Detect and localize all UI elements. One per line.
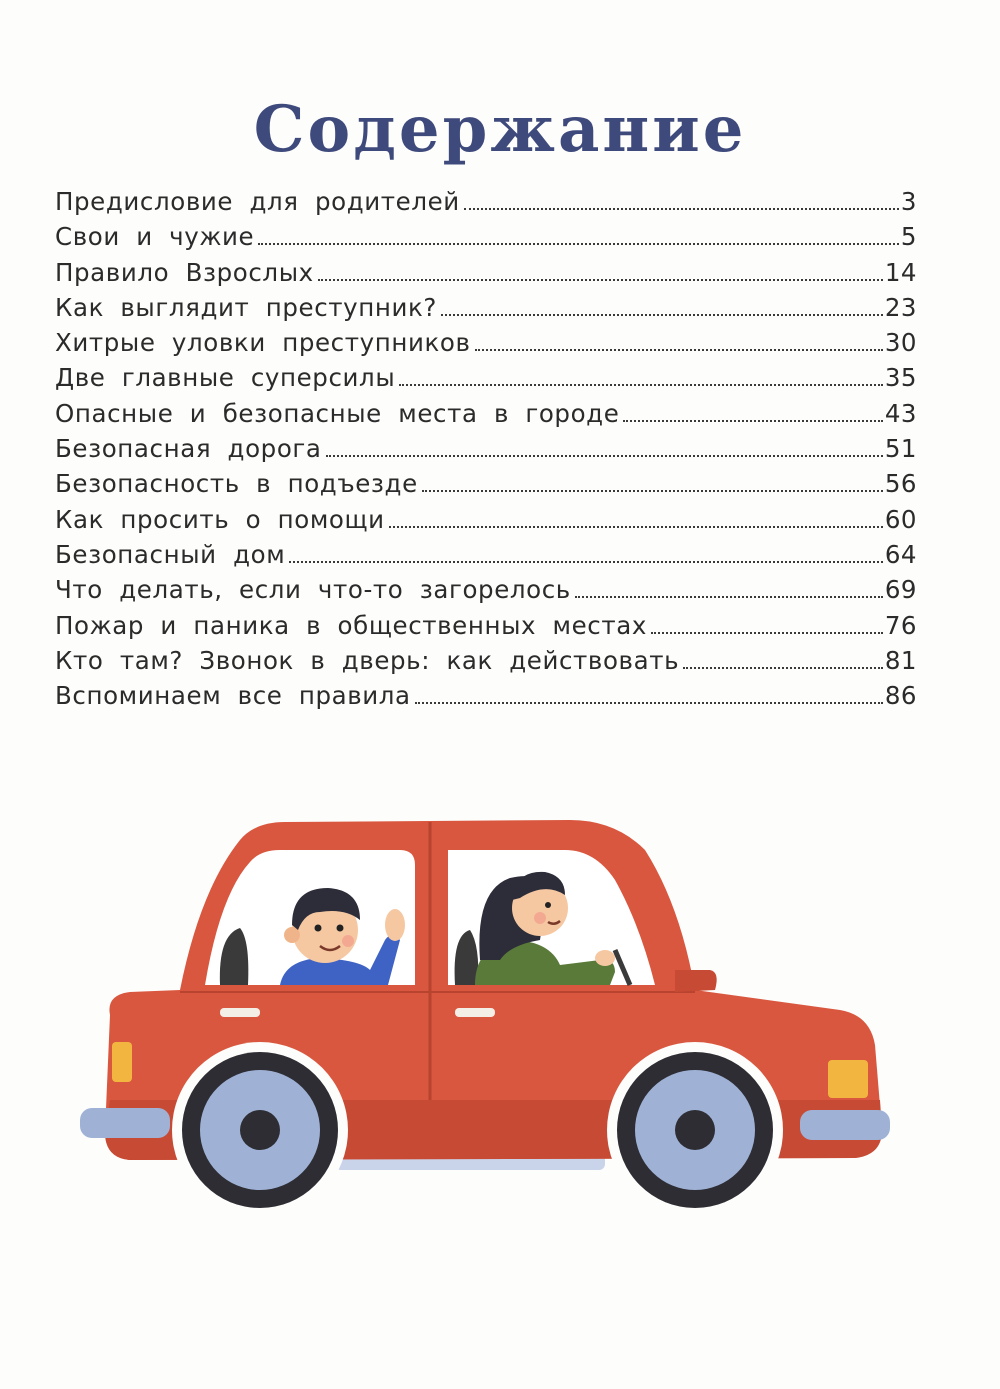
toc-entry[interactable] (55, 219, 917, 254)
rear-bumper (80, 1108, 170, 1138)
toc-entry[interactable] (55, 184, 917, 219)
toc-leader-dots (389, 526, 883, 528)
toc-leader-dots (258, 243, 899, 245)
toc-entry-label: Как просить о помощи (55, 504, 385, 534)
toc-entry-label: Две главные суперсилы (55, 363, 396, 393)
toc-entry-page: 35 (884, 363, 917, 393)
toc-entry-page: 5 (900, 222, 917, 252)
toc-leader-dots (289, 561, 883, 563)
toc-entry[interactable] (55, 431, 917, 466)
toc-leader-dots (399, 384, 883, 386)
toc-leader-dots (575, 596, 883, 598)
toc-leader-dots (415, 702, 883, 704)
toc-entry[interactable] (55, 608, 917, 643)
toc-entry-label: Вспоминаем все правила (55, 681, 411, 711)
toc-entry-page: 76 (884, 610, 917, 640)
toc-entry-label: Хитрые уловки преступников (55, 328, 471, 358)
toc-leader-dots (422, 490, 883, 492)
toc-entry-page: 43 (884, 398, 917, 428)
toc-entry[interactable] (55, 678, 917, 713)
toc-leader-dots (326, 455, 883, 457)
toc-entry[interactable] (55, 466, 917, 501)
toc-entry[interactable] (55, 325, 917, 360)
toc-entry-label: Как выглядит преступник? (55, 292, 438, 322)
toc-leader-dots (623, 420, 882, 422)
toc-entry-label: Безопасный дом (55, 539, 286, 569)
side-mirror (675, 970, 717, 992)
toc-leader-dots (683, 667, 883, 669)
toc-entry-page: 56 (884, 469, 917, 499)
toc-entry-page: 51 (884, 434, 917, 464)
toc-entry-page: 23 (884, 292, 917, 322)
toc-entry-page: 14 (884, 257, 917, 287)
headlight (828, 1060, 868, 1098)
toc-entry-label: Правило Взрослых (55, 257, 314, 287)
toc-entry-page: 64 (884, 539, 917, 569)
front-wheel (607, 1042, 783, 1218)
toc-entry-page: 86 (884, 681, 917, 711)
toc-entry-page: 81 (884, 645, 917, 675)
toc-entry[interactable] (55, 502, 917, 537)
table-of-contents (55, 184, 917, 713)
front-bumper (800, 1110, 890, 1140)
rear-wheel (172, 1042, 348, 1218)
toc-entry-label: Безопасная дорога (55, 434, 322, 464)
toc-entry-label: Что делать, если что-то загорелось (55, 575, 571, 605)
toc-entry-label: Безопасность в подъезде (55, 469, 418, 499)
toc-leader-dots (475, 349, 883, 351)
toc-entry-label: Предисловие для родителей (55, 187, 460, 216)
toc-entry-label: Свои и чужие (55, 222, 255, 252)
toc-entry[interactable] (55, 360, 917, 395)
rear-door-handle[interactable] (220, 1008, 260, 1017)
toc-entry-page: 3 (900, 187, 917, 216)
rear-light (112, 1042, 132, 1082)
toc-leader-dots (318, 279, 883, 281)
toc-entry[interactable] (55, 255, 917, 290)
toc-entry-label: Кто там? Звонок в дверь: как действовать (55, 645, 680, 675)
toc-entry[interactable] (55, 537, 917, 572)
front-door-handle[interactable] (455, 1008, 495, 1017)
toc-leader-dots (464, 208, 899, 210)
toc-entry[interactable] (55, 396, 917, 431)
toc-entry[interactable] (55, 643, 917, 678)
toc-entry-page: 30 (884, 328, 917, 358)
toc-entry-page: 60 (884, 504, 917, 534)
car-illustration (70, 800, 910, 1230)
page-title: Содержание (253, 92, 747, 167)
toc-entry-label: Опасные и безопасные места в городе (55, 398, 620, 428)
toc-entry[interactable] (55, 572, 917, 607)
toc-entry-label: Пожар и паника в общественных местах (55, 610, 647, 640)
toc-leader-dots (651, 632, 883, 634)
toc-leader-dots (441, 314, 883, 316)
toc-entry-page: 69 (884, 575, 917, 605)
toc-entry[interactable] (55, 290, 917, 325)
